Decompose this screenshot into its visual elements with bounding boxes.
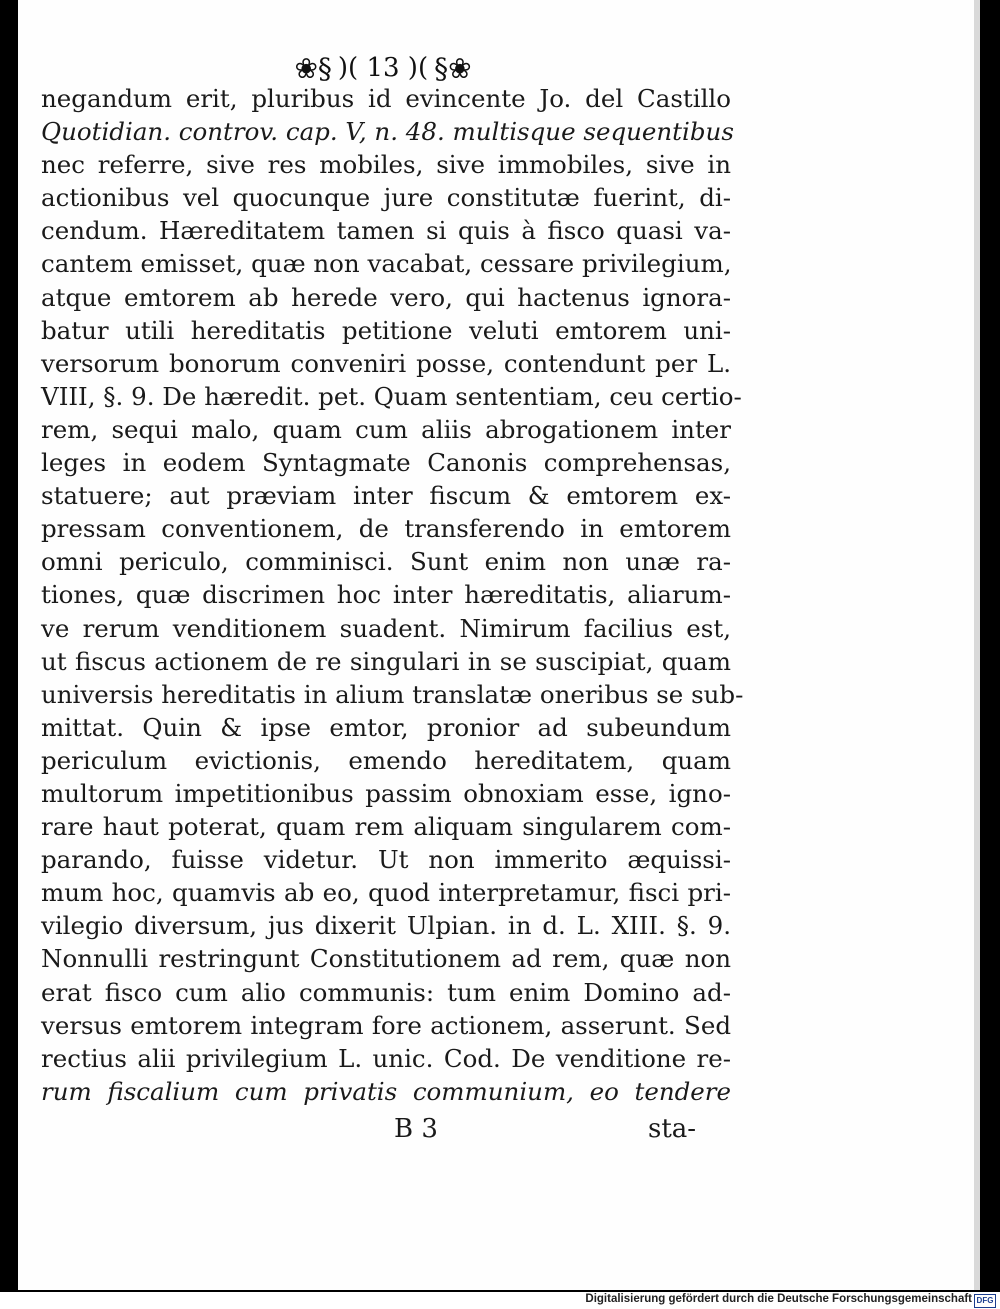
book-page: [18, 0, 980, 1290]
text-line: erat fisco cum alio communis: tum enim Domino ad-: [41, 977, 731, 1007]
page-number: )( 13 )(: [337, 53, 429, 83]
text-line: tiones, quæ discrimen hoc inter hæreditatis, aliarum-: [41, 580, 731, 610]
text-line: parando, fuisse videtur. Ut non immerito æquissi-: [41, 845, 731, 875]
text-line: rare haut poterat, quam rem aliquam singularem com-: [41, 812, 731, 842]
text-line: cantem emisset, quæ non vacabat, cessare privilegium,: [41, 249, 732, 279]
text-line: rem, sequi malo, quam cum aliis abrogationem inter: [41, 414, 731, 444]
text-line: batur utili hereditatis petitione veluti emtorem uni-: [41, 315, 731, 345]
catchword: sta-: [648, 1114, 697, 1144]
credit-text: Digitalisierung gefördert durch die Deutsche Forschungsgemeinschaft: [585, 1293, 972, 1305]
text-line: vilegio diversum, jus dixerit Ulpian. in d. L. XIII. §. 9.: [41, 911, 731, 941]
text-line: ut fiscus actionem de re singulari in se suscipiat, quam: [41, 646, 731, 676]
text-line: Quotidian. controv. cap. V, n. 48. multisque sequentibus: [41, 117, 734, 147]
text-line: cendum. Hæreditatem tamen si quis à fisco quasi va-: [41, 216, 731, 246]
text-line: VIII, §. 9. De hæredit. pet. Quam sententiam, ceu certio-: [41, 381, 742, 411]
text-line: atque emtorem ab herede vero, qui hactenus ignora-: [41, 282, 731, 312]
text-line: rum fiscalium cum privatis communium, eo tendere: [41, 1076, 731, 1106]
text-line: pressam conventionem, de transferendo in emtorem: [41, 514, 731, 544]
text-line: mittat. Quin & ipse emtor, pronior ad subeundum: [41, 712, 731, 742]
text-line: actionibus vel quocunque jure constitutæ fuerint, di-: [41, 183, 731, 213]
credit-bar: [0, 1292, 1000, 1309]
text-line: ve rerum venditionem suadent. Nimirum facilius est,: [41, 613, 731, 643]
text-line: statuere; aut præviam inter fiscum & emtorem ex-: [41, 481, 731, 511]
text-line: versorum bonorum conveniri posse, contendunt per L.: [41, 348, 731, 378]
text-line: leges in eodem Syntagmate Canonis comprehensas,: [41, 448, 731, 478]
body-text: [41, 82, 744, 1108]
text-line: mum hoc, quamvis ab eo, quod interpretamur, fisci pri-: [41, 878, 731, 908]
text-line: multorum impetitionibus passim obnoxiam esse, igno-: [41, 778, 731, 808]
ornament-right-icon: §❀: [434, 51, 472, 85]
page-edge: [974, 0, 980, 1290]
text-line: versus emtorem integram fore actionem, asserunt. Sed: [41, 1010, 731, 1040]
text-line: rectius alii privilegium L. unic. Cod. De venditione re-: [41, 1043, 731, 1073]
text-line: Nonnulli restringunt Constitutionem ad rem, quæ non: [41, 944, 731, 974]
page-footer: [18, 1114, 980, 1154]
ornament-left-icon: ❀§: [294, 51, 332, 85]
text-line: periculum evictionis, emendo hereditatem, quam: [41, 745, 731, 775]
text-line: omni periculo, comminisci. Sunt enim non unæ ra-: [41, 547, 731, 577]
text-line: universis hereditatis in alium translatæ oneribus se sub-: [41, 679, 744, 709]
signature-mark: B 3: [394, 1114, 438, 1144]
text-line: nec referre, sive res mobiles, sive immobiles, sive in: [41, 150, 731, 180]
dfg-logo-icon: DFG: [974, 1294, 996, 1308]
text-line: negandum erit, pluribus id evincente Jo. del Castillo: [41, 84, 731, 113]
